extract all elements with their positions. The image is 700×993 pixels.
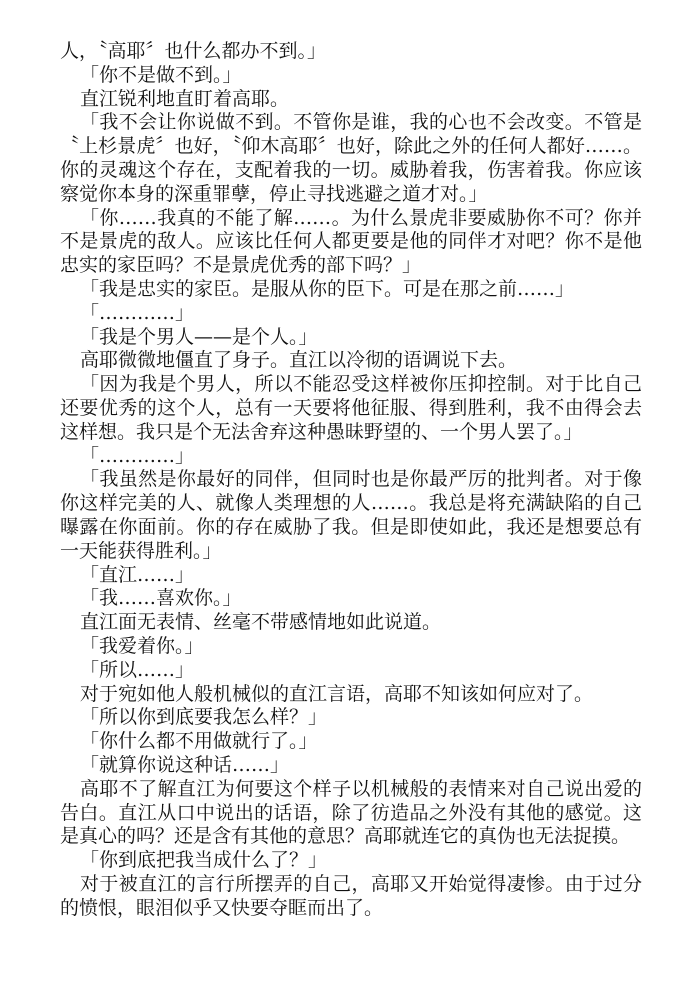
paragraph: 「我爱着你。」	[79, 634, 204, 657]
paragraph: 「我不会让你说做不到。不管你是谁，我的心也不会改变。不管是〝上杉景虎〞也好，〝仰木高耶〞也好，除此之外的任何人都好……。你的灵魂这个存在，支配着我的一切。威胁着我，伤害着我。你应该察觉你本身的深重罪孽，停止寻找逃避之道才对。」	[60, 111, 642, 205]
paragraph: 「所以你到底要我怎么样？」	[79, 706, 327, 729]
paragraph: 「就算你说这种话……」	[79, 753, 289, 776]
paragraph: 「我虽然是你最好的同伴，但同时也是你最严厉的批判者。对于像你这样完美的人、就像人类理想的人……。我总是将充满缺陷的自己曝露在你面前。你的存在威胁了我。但是即使如此，我还是想要总有一天能获得胜利。」	[60, 468, 642, 562]
paragraph: 直江锐利地直盯着高耶。	[79, 87, 289, 110]
paragraph: 「你到底把我当成什么了？」	[79, 849, 327, 872]
paragraph: 「我是忠实的家臣。是服从你的臣下。可是在那之前……」	[79, 277, 574, 300]
paragraph: 「直江……」	[79, 563, 194, 586]
paragraph: 「…………」	[79, 301, 194, 324]
paragraph: 「所以……」	[79, 658, 194, 681]
paragraph: 「你不是做不到。」	[79, 63, 242, 86]
paragraph: 「因为我是个男人，所以不能忍受这样被你压抑控制。对于比自己还要优秀的这个人，总有一天要将他征服、得到胜利，我不由得会去这样想。我只是个无法舍弃这种愚昧野望的、一个男人罢了。」	[60, 373, 642, 443]
paragraph: 人，〝高耶〞也什么都办不到。」	[60, 40, 327, 62]
paragraph: 「你什么都不用做就行了。」	[79, 730, 318, 753]
paragraph: 高耶微微地僵直了身子。直江以冷彻的语调说下去。	[79, 349, 517, 372]
paragraph: 对于宛如他人般机械似的直江言语，高耶不知该如何应对了。	[79, 682, 593, 705]
paragraph: 直江面无表情、丝毫不带感情地如此说道。	[79, 611, 441, 634]
paragraph: 「你……我真的不能了解……。为什么景虎非要威胁你不可？你并不是景虎的敌人。应该比任何人都更要是他的同伴才对吧？你不是他忠实的家臣吗？不是景虎优秀的部下吗？」	[60, 206, 642, 277]
page-body	[60, 40, 642, 920]
paragraph: 「我……喜欢你。」	[79, 587, 242, 610]
paragraph: 「我是个男人——是个人。」	[79, 325, 318, 348]
paragraph: 高耶不了解直江为何要这个样子以机械般的表情来对自己说出爱的告白。直江从口中说出的话语，除了彷造品之外没有其他的感觉。这是真心的吗？还是含有其他的意思？高耶就连它的真伪也无法捉摸。	[60, 777, 642, 848]
paragraph: 对于被直江的言行所摆弄的自己，高耶又开始觉得凄惨。由于过分的愤恨，眼泪似乎又快要夺眶而出了。	[60, 872, 642, 919]
paragraph: 「…………」	[79, 444, 194, 467]
